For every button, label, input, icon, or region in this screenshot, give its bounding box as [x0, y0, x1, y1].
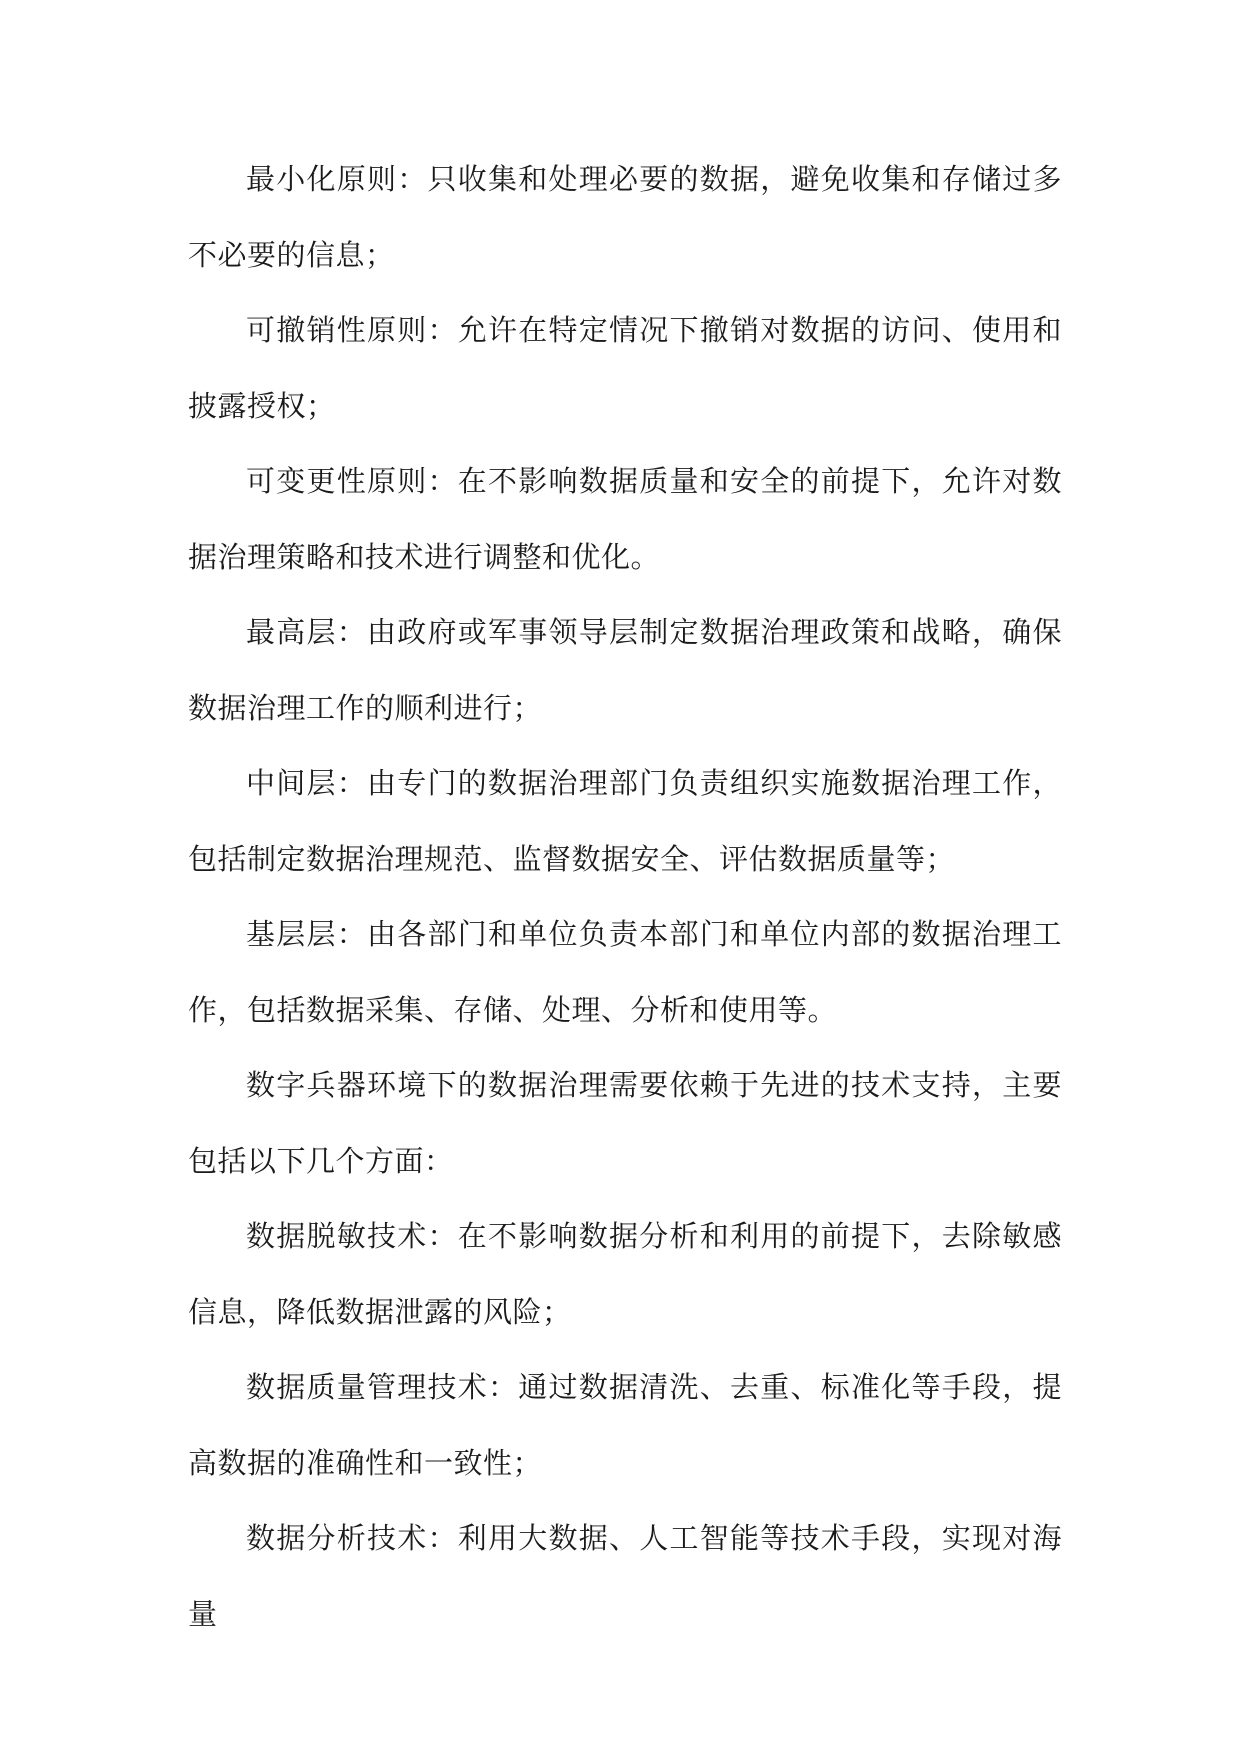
paragraph-changeability-principle: 可变更性原则：在不影响数据质量和安全的前提下，允许对数据治理策略和技术进行调整和优化。 — [188, 464, 1062, 574]
paragraph-technical-support-intro: 数字兵器环境下的数据治理需要依赖于先进的技术支持，主要包括以下几个方面： — [188, 1068, 1062, 1178]
paragraph-base-level: 基层层：由各部门和单位负责本部门和单位内部的数据治理工作，包括数据采集、存储、处理、分析和使用等。 — [188, 917, 1062, 1027]
paragraph-data-analysis: 数据分析技术：利用大数据、人工智能等技术手段，实现对海量 — [188, 1521, 1062, 1631]
paragraph-minimization-principle: 最小化原则：只收集和处理必要的数据，避免收集和存储过多不必要的信息； — [188, 162, 1062, 272]
paragraph-revocability-principle: 可撤销性原则：允许在特定情况下撤销对数据的访问、使用和披露授权； — [188, 313, 1062, 423]
document-body — [188, 142, 1062, 1652]
paragraph-data-quality-management: 数据质量管理技术：通过数据清洗、去重、标准化等手段，提高数据的准确性和一致性； — [188, 1370, 1062, 1480]
paragraph-data-masking: 数据脱敏技术：在不影响数据分析和利用的前提下，去除敏感信息，降低数据泄露的风险； — [188, 1219, 1062, 1329]
paragraph-top-level: 最高层：由政府或军事领导层制定数据治理政策和战略，确保数据治理工作的顺利进行； — [188, 615, 1062, 725]
paragraph-middle-level: 中间层：由专门的数据治理部门负责组织实施数据治理工作，包括制定数据治理规范、监督数据安全、评估数据质量等； — [188, 766, 1062, 876]
